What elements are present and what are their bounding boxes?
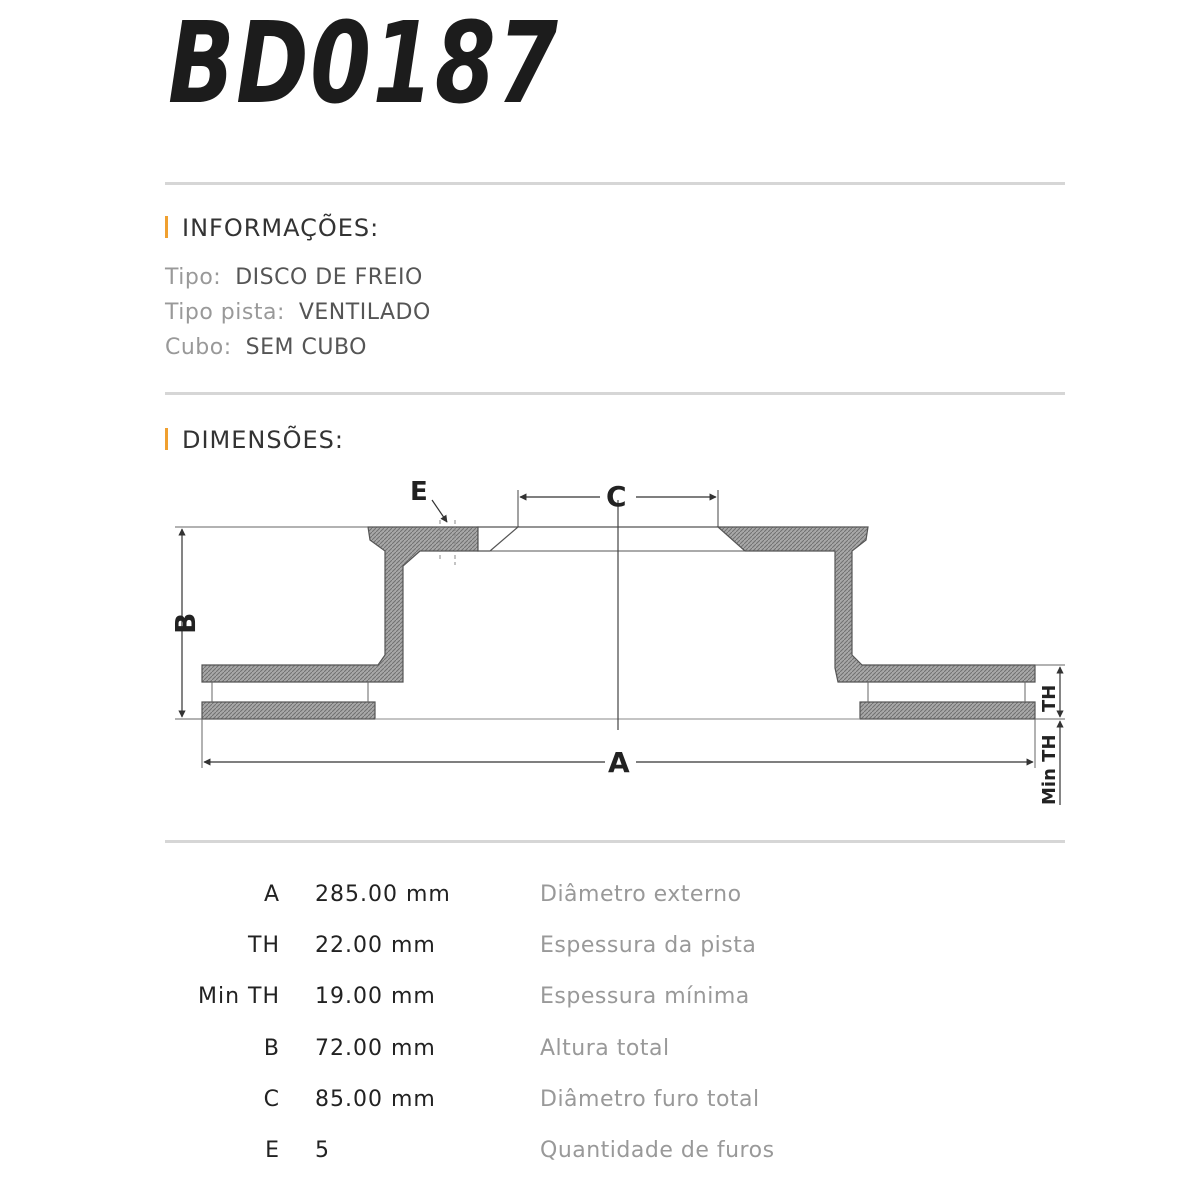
product-code: BD0187: [168, 0, 560, 129]
spec-row: [160, 882, 860, 922]
hub-bevel-left: [478, 527, 518, 551]
spec-code: A: [263, 882, 280, 907]
spec-value: 72.00 mm: [315, 1036, 436, 1061]
spec-value: 285.00 mm: [315, 882, 451, 907]
info-value: SEM CUBO: [245, 335, 367, 360]
spec-description: Espessura mínima: [540, 984, 750, 1009]
diagram-label-e: E: [410, 477, 428, 507]
spec-row: [160, 1138, 860, 1178]
spec-row: [160, 984, 860, 1024]
friction-plate-left: [202, 702, 375, 719]
info-value: VENTILADO: [298, 300, 431, 325]
spec-code: E: [265, 1138, 280, 1163]
spec-value: 19.00 mm: [315, 984, 436, 1009]
diagram-label-min-th: Min TH: [1039, 734, 1060, 805]
spec-row: [160, 1087, 860, 1127]
spec-value: 5: [315, 1138, 330, 1163]
info-value: DISCO DE FREIO: [235, 265, 423, 290]
disc-profile-right: [718, 527, 1035, 682]
spec-code: C: [263, 1087, 280, 1112]
info-heading-label: INFORMAÇÕES:: [182, 214, 380, 242]
spec-description: Quantidade de furos: [540, 1138, 775, 1163]
spec-code: Min TH: [197, 984, 280, 1009]
dimensions-heading-label: DIMENSÕES:: [182, 426, 344, 454]
info-key: Tipo pista:: [165, 300, 285, 325]
spec-row: [160, 933, 860, 973]
spec-value: 22.00 mm: [315, 933, 436, 958]
disc-profile-left: [202, 527, 478, 682]
info-key: Tipo:: [165, 265, 222, 290]
spec-code: TH: [248, 933, 280, 958]
spec-code: B: [263, 1036, 280, 1061]
spec-description: Espessura da pista: [540, 933, 757, 958]
spec-description: Diâmetro furo total: [540, 1087, 760, 1112]
spec-row: [160, 1036, 860, 1076]
spec-description: Altura total: [540, 1036, 670, 1061]
diagram-label-c: C: [606, 480, 627, 513]
spec-value: 85.00 mm: [315, 1087, 436, 1112]
diagram-label-th: TH: [1039, 684, 1060, 712]
divider-bottom: [165, 840, 1065, 843]
friction-plate-right: [860, 702, 1035, 719]
diagram-label-a: A: [608, 746, 630, 779]
diagram-label-b: B: [169, 612, 202, 634]
spec-description: Diâmetro externo: [540, 882, 742, 907]
info-key: Cubo:: [165, 335, 232, 360]
